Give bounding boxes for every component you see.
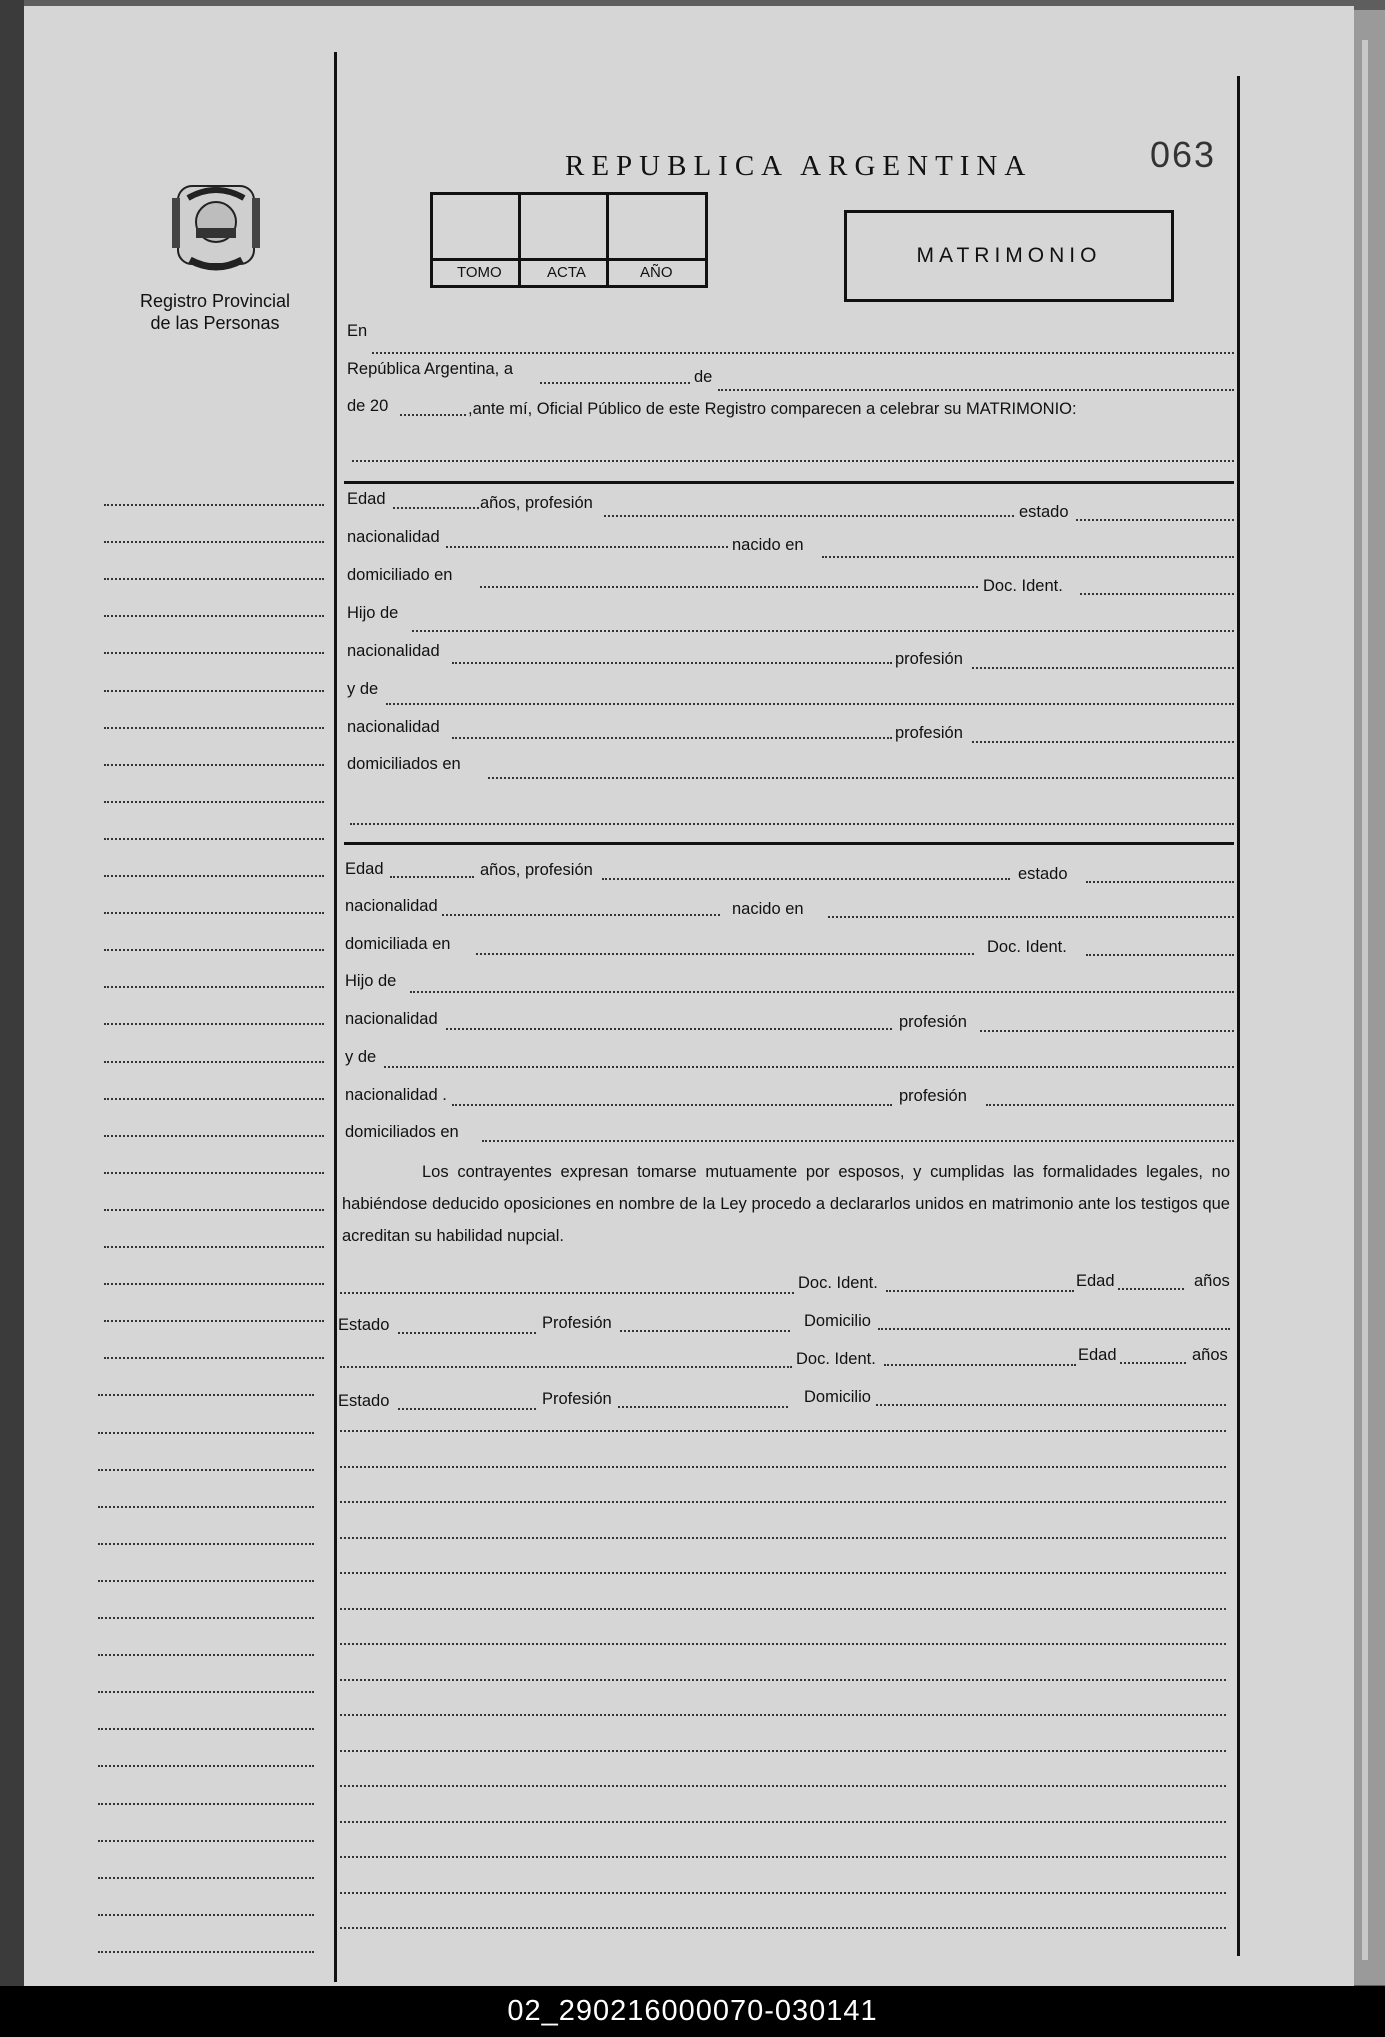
witness1-edad-line <box>1118 1288 1184 1290</box>
witness2-doc: Doc. Ident. <box>796 1350 876 1368</box>
bride-nacionalidad-3: nacionalidad . <box>345 1086 447 1104</box>
margin-ruled-line <box>98 1691 314 1693</box>
country-title: REPUBLICA ARGENTINA <box>565 150 1033 182</box>
bride-profesion-line <box>602 878 1010 880</box>
margin-ruled-line <box>104 1172 324 1174</box>
file-id: 02_290216000070-030141 <box>507 1995 878 2027</box>
margin-rule <box>334 52 337 1982</box>
intro-year: de 20 <box>347 397 389 415</box>
margin-ruled-line <box>104 1135 324 1137</box>
margin-ruled-line <box>104 986 324 988</box>
blank-ruled-line <box>340 1892 1226 1894</box>
witness2-edad-line <box>1120 1362 1186 1364</box>
bride-nacido-line <box>828 916 1234 918</box>
margin-ruled-line <box>104 1357 324 1359</box>
margin-ruled-line <box>104 727 324 729</box>
page-edge-highlight <box>1362 40 1368 1960</box>
witness2-profesion: Profesión <box>542 1390 612 1408</box>
bride-doc-line <box>1086 954 1234 956</box>
groom-nacionalidad-2-line <box>452 662 892 664</box>
bride-nacionalidad: nacionalidad <box>345 897 438 915</box>
margin-ruled-line <box>98 1840 314 1842</box>
bride-nacido: nacido en <box>732 900 804 918</box>
binding-shadow <box>0 0 24 2000</box>
intro-ante: ,ante mí, Oficial Público de este Registro comparecen a celebrar su MATRIMONIO: <box>468 400 1077 418</box>
groom-yde-line <box>386 703 1234 705</box>
witness2-anos: años <box>1192 1346 1228 1364</box>
groom-doc-line <box>1080 593 1234 595</box>
act-type-box: MATRIMONIO <box>844 210 1174 302</box>
bride-profesion-2-line <box>980 1030 1234 1032</box>
margin-ruled-line <box>104 1320 324 1322</box>
bride-profesion: años, profesión <box>480 861 593 879</box>
ano-label: AÑO <box>640 264 673 281</box>
groom-profesion-3-line <box>972 741 1234 743</box>
margin-ruled-line <box>104 1023 324 1025</box>
groom-hijo: Hijo de <box>347 604 399 622</box>
margin-ruled-line <box>98 1877 314 1879</box>
bride-estado-line <box>1086 881 1234 883</box>
blank-ruled-line <box>340 1927 1226 1929</box>
witness2-doc-line <box>884 1364 1076 1366</box>
groom-profesion-3: profesión <box>895 724 963 742</box>
margin-ruled-line <box>98 1803 314 1805</box>
place-line <box>372 352 1234 354</box>
witness1-estado: Estado <box>338 1316 390 1334</box>
groom-profesion: años, profesión <box>480 494 593 512</box>
groom-edad-line <box>393 507 479 509</box>
bride-nacionalidad-2: nacionalidad <box>345 1010 438 1028</box>
margin-ruled-line <box>98 1728 314 1730</box>
margin-ruled-line <box>98 1543 314 1545</box>
margin-ruled-line <box>104 1246 324 1248</box>
margin-ruled-line <box>104 578 324 580</box>
margin-ruled-line <box>104 1209 324 1211</box>
groom-nacionalidad: nacionalidad <box>347 528 440 546</box>
blank-ruled-line <box>340 1856 1226 1858</box>
margin-ruled-line <box>104 1098 324 1100</box>
witness1-estado-line <box>398 1332 536 1334</box>
org-name <box>120 290 310 334</box>
blank-ruled-line <box>340 1643 1226 1645</box>
blank-ruled-line <box>340 1750 1226 1752</box>
witness2-profesion-line <box>618 1406 788 1408</box>
witness1-profesion-line <box>620 1330 790 1332</box>
intro-en: En <box>347 322 368 340</box>
margin-ruled-line <box>104 764 324 766</box>
margin-ruled-line <box>98 1432 314 1434</box>
margin-ruled-line <box>104 615 324 617</box>
margin-ruled-line <box>104 875 324 877</box>
margin-ruled-line <box>104 690 324 692</box>
bride-edad-line <box>390 876 474 878</box>
groom-domiciliado: domiciliado en <box>347 566 453 584</box>
day-line <box>540 382 690 384</box>
right-rule <box>1237 76 1240 1956</box>
margin-ruled-line <box>104 1283 324 1285</box>
groom-estado-line <box>1076 519 1234 521</box>
groom-blank-line <box>350 823 1234 825</box>
witness1-domicilio: Domicilio <box>804 1312 871 1330</box>
bride-domiciliados-line <box>482 1140 1234 1142</box>
org-line-2: de las Personas <box>150 313 280 333</box>
blank-ruled-line <box>340 1537 1226 1539</box>
blank-ruled-line <box>340 1714 1226 1716</box>
groom-nacionalidad-line <box>446 546 728 548</box>
groom-nacionalidad-2: nacionalidad <box>347 642 440 660</box>
bride-profesion-3: profesión <box>899 1087 967 1105</box>
groom-nacido: nacido en <box>732 536 804 554</box>
page-edge <box>1354 10 1385 1985</box>
year-line <box>400 414 466 416</box>
shield-emblem-icon <box>170 178 262 278</box>
blank-ruled-line <box>340 1785 1226 1787</box>
month-line <box>718 389 1234 391</box>
witness1-anos: años <box>1194 1272 1230 1290</box>
margin-ruled-line <box>98 1914 314 1916</box>
blank-ruled-line <box>340 1679 1226 1681</box>
groom-yde: y de <box>347 680 379 698</box>
bride-profesion-3-line <box>986 1104 1234 1106</box>
witness1-name-line <box>340 1292 794 1294</box>
blank-ruled-line <box>340 1466 1226 1468</box>
groom-estado: estado <box>1019 503 1069 521</box>
bride-yde-line <box>384 1066 1234 1068</box>
bride-doc: Doc. Ident. <box>987 938 1067 956</box>
acta-label: ACTA <box>547 264 586 281</box>
margin-ruled-line <box>98 1469 314 1471</box>
groom-domiciliados-line <box>488 777 1234 779</box>
margin-ruled-line <box>98 1765 314 1767</box>
margin-ruled-line <box>104 1061 324 1063</box>
section-rule-1 <box>344 481 1234 484</box>
witness2-estado: Estado <box>338 1392 390 1410</box>
intro-blank-line <box>352 460 1234 462</box>
blank-ruled-line <box>340 1572 1226 1574</box>
witness2-domicilio-line <box>876 1404 1226 1406</box>
margin-ruled-line <box>98 1951 314 1953</box>
blank-ruled-line <box>340 1501 1226 1503</box>
blank-ruled-line <box>340 1430 1226 1432</box>
groom-profesion-2-line <box>972 667 1234 669</box>
blank-ruled-line <box>340 1608 1226 1610</box>
intro-republica: República Argentina, a <box>347 360 514 378</box>
bride-estado: estado <box>1018 865 1068 883</box>
bride-domiciliada: domiciliada en <box>345 935 451 953</box>
margin-ruled-line <box>104 652 324 654</box>
margin-ruled-line <box>104 912 324 914</box>
bride-yde: y de <box>345 1048 377 1066</box>
tomo-acta-ano-box <box>430 192 708 288</box>
bride-nacionalidad-line <box>442 914 720 916</box>
margin-ruled-line <box>104 504 324 506</box>
witness2-edad: Edad <box>1078 1346 1117 1364</box>
margin-ruled-line <box>104 801 324 803</box>
groom-domiciliados: domiciliados en <box>347 755 461 773</box>
witness1-doc-line <box>886 1290 1074 1292</box>
groom-doc: Doc. Ident. <box>983 577 1063 595</box>
bride-hijo: Hijo de <box>345 972 397 990</box>
margin-ruled-line <box>98 1506 314 1508</box>
bride-nacionalidad-2-line <box>446 1028 892 1030</box>
margin-ruled-line <box>98 1394 314 1396</box>
section-rule-2 <box>344 842 1234 845</box>
footer-band <box>0 1986 1385 2037</box>
page-number: 063 <box>1150 134 1217 175</box>
witness1-edad: Edad <box>1076 1272 1115 1290</box>
margin-ruled-line <box>104 949 324 951</box>
margin-ruled-line <box>98 1617 314 1619</box>
witness2-estado-line <box>398 1408 536 1410</box>
witness1-domicilio-line <box>878 1328 1230 1330</box>
groom-edad: Edad <box>347 490 386 508</box>
bride-hijo-line <box>410 991 1234 993</box>
witness2-domicilio: Domicilio <box>804 1388 871 1406</box>
witness2-name-line <box>340 1366 792 1368</box>
groom-nacionalidad-3-line <box>452 737 892 739</box>
groom-nacionalidad-3: nacionalidad <box>347 718 440 736</box>
bride-edad: Edad <box>345 860 384 878</box>
groom-profesion-2: profesión <box>895 650 963 668</box>
tomo-label: TOMO <box>457 264 502 281</box>
groom-domicilio-line <box>480 586 978 588</box>
groom-profesion-line <box>604 515 1014 517</box>
declaration-text: Los contrayentes expresan tomarse mutuamente por esposos, y cumplidas las formalidades legales, no habiéndose deducido oposiciones en nombre de la Ley procedo a declararlos unidos en matrimonio ante los testigos que acreditan su habilidad nupcial. <box>342 1163 1230 1245</box>
groom-hijo-line <box>412 630 1234 632</box>
witness1-profesion: Profesión <box>542 1314 612 1332</box>
margin-ruled-line <box>98 1654 314 1656</box>
margin-ruled-line <box>104 541 324 543</box>
bride-domicilio-line <box>476 953 974 955</box>
margin-ruled-line <box>104 838 324 840</box>
bride-profesion-2: profesión <box>899 1013 967 1031</box>
bride-nacionalidad-3-line <box>452 1104 892 1106</box>
blank-ruled-line <box>340 1821 1226 1823</box>
groom-nacido-line <box>822 556 1234 558</box>
intro-de: de <box>694 368 713 386</box>
org-line-1: Registro Provincial <box>139 291 291 311</box>
box-label-row <box>433 258 705 285</box>
bride-domiciliados: domiciliados en <box>345 1123 459 1141</box>
witness1-doc: Doc. Ident. <box>798 1274 878 1292</box>
margin-ruled-line <box>98 1580 314 1582</box>
